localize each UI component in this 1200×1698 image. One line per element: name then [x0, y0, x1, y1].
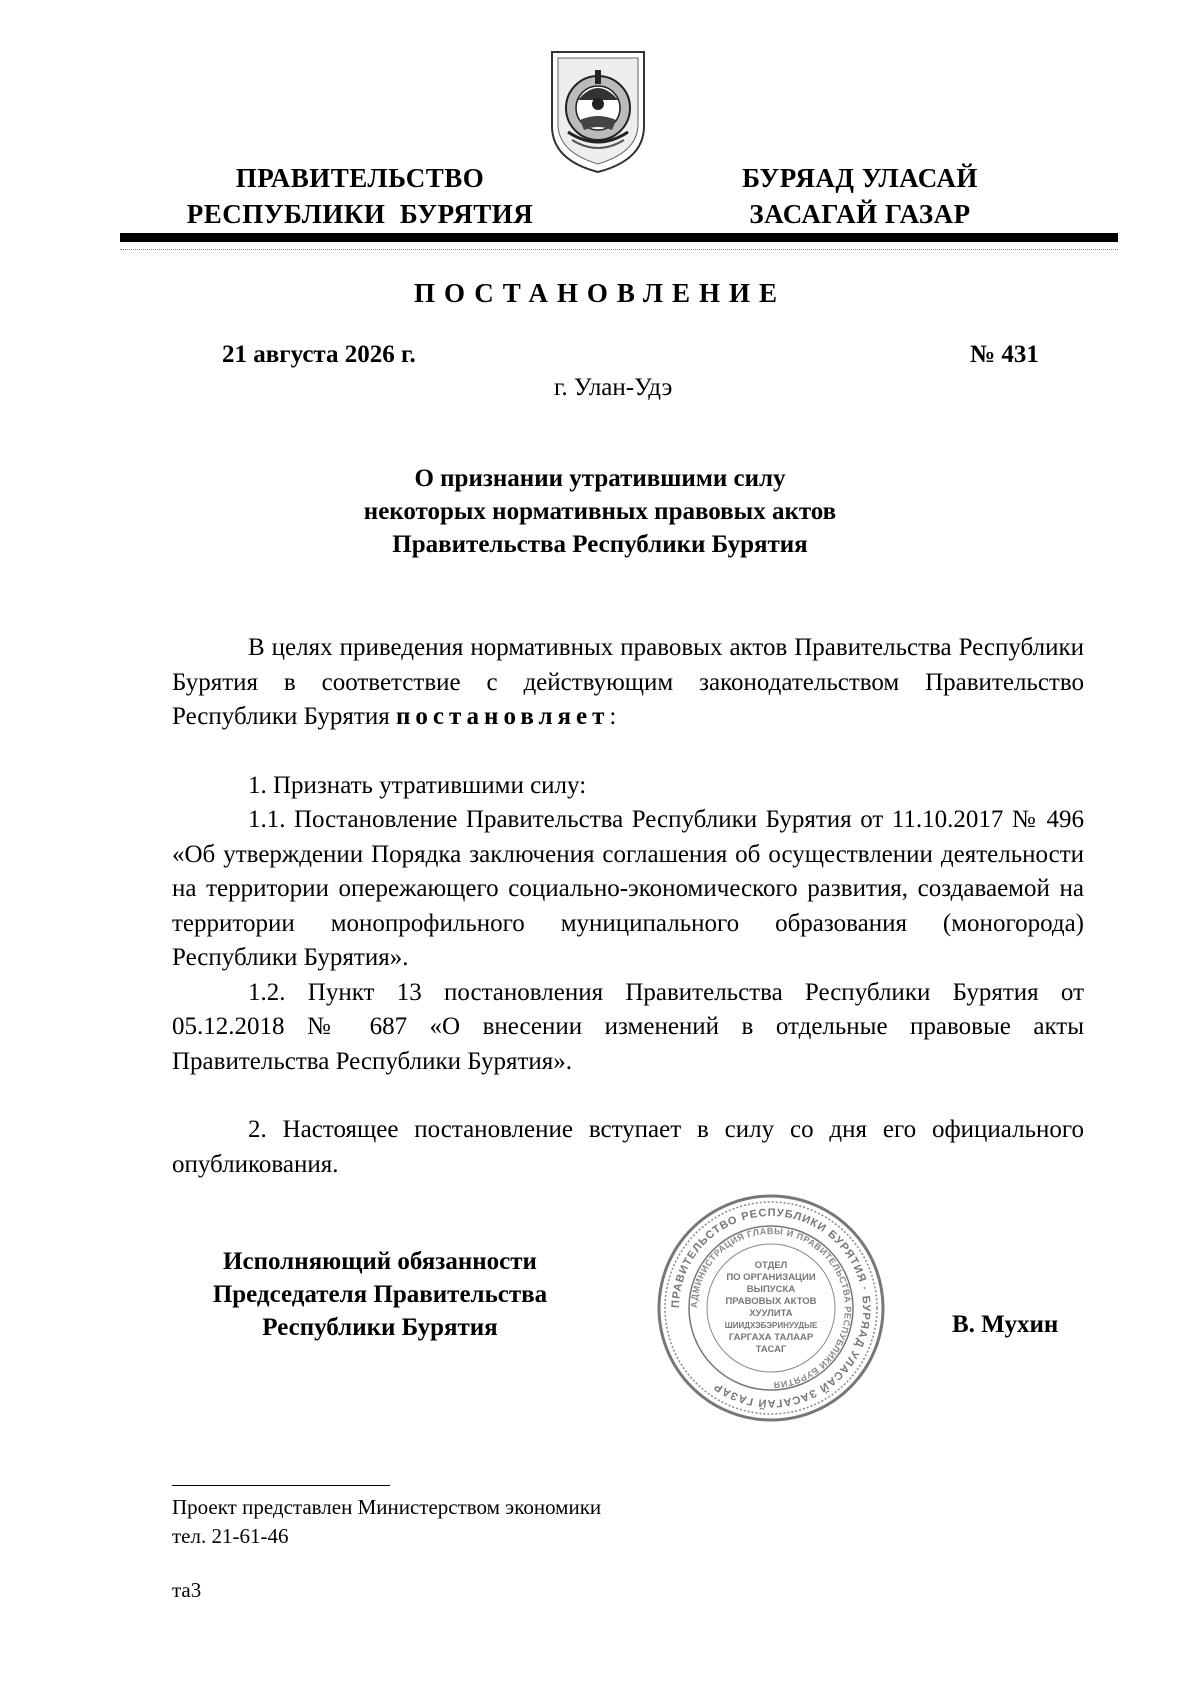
header-left-line2: РЕСПУБЛИКИ БУРЯТИЯ [186, 199, 534, 229]
intro-text: В целях приведения нормативных правовых актов Правительства Республики Бурятия в соответствие с действующим законодательством Правительство Республики Бурятия [172, 634, 1084, 730]
footer-line2: тел. 21-61-46 [172, 1524, 289, 1548]
header-thin-rule [120, 249, 1118, 250]
header-right-line2: ЗАСАГАЙ ГАЗАР [749, 199, 971, 229]
intro-emphasis: постановляет [395, 703, 610, 730]
header-thick-rule [120, 233, 1118, 242]
seal-outer-text: ПРАВИТЕЛЬСТВО РЕСПУБЛИКИ БУРЯТИЯ · БУРЯАД УЛАСАЙ ЗАСАГАЙ ГАЗАР [669, 1206, 873, 1410]
document-type: ПОСТАНОВЛЕНИЕ [413, 278, 787, 308]
title-line2: некоторых нормативных правовых актов [363, 498, 837, 525]
signature-position [180, 1245, 580, 1344]
document-number: № 431 [970, 341, 1039, 368]
seal-center-line-4: ПРАВОВЫХ АКТОВ [725, 1296, 817, 1307]
signature-line2: Председателя Правительства [212, 1281, 548, 1308]
item-2: 2. Настоящее постановление вступает в силу со дня его официального опубликования. [172, 1116, 1084, 1178]
seal-center-line-3: ВЫПУСКА [746, 1284, 796, 1295]
intro-paragraph [172, 631, 1084, 735]
document-city: г. Улан-Удэ [554, 374, 673, 401]
seal-center-line-8: ТАСАГ [755, 1344, 787, 1355]
footer-line1: Проект представлен Министерством экономики [172, 1495, 602, 1519]
coat-of-arms-emblem [548, 48, 648, 176]
footer-code: та3 [172, 1578, 202, 1602]
item-1: 1. Признать утратившими силу: [248, 771, 587, 799]
header-left-title [140, 160, 580, 232]
signature-name: В. Мухин [952, 1311, 1059, 1338]
seal-center-line-5: ХУУЛИТА [749, 1308, 793, 1319]
document-title [250, 462, 950, 561]
title-line1: О признании утратившими силу [414, 465, 786, 492]
intro-end: : [609, 703, 617, 730]
document-body [172, 631, 1084, 1182]
document-date: 21 августа 2026 г. [222, 341, 416, 368]
seal-center-line-2: ПО ОРГАНИЗАЦИИ [726, 1272, 816, 1283]
seal-center-line-7: ГАРГАХА ТАЛААР [728, 1332, 814, 1343]
title-line3: Правительства Республики Бурятия [392, 531, 808, 558]
header-right-title [700, 160, 1020, 232]
seal-center-line-1: ОТДЕЛ [754, 1260, 788, 1271]
official-seal-stamp [655, 1192, 887, 1424]
footnote-separator [172, 1485, 390, 1486]
signature-line3: Республики Бурятия [262, 1314, 498, 1341]
header-left-line1: ПРАВИТЕЛЬСТВО [235, 163, 485, 193]
signature-line1: Исполняющий обязанности [223, 1248, 537, 1275]
item-1-2: 1.2. Пункт 13 постановления Правительства Республики Бурятия от 05.12.2018 № 687 «О внесении изменений в отдельные правовые акты Правительства Республики Бурятия». [172, 978, 1084, 1075]
seal-inner-text: АДМИНИСТРАЦИЯ ГЛАВЫ И ПРАВИТЕЛЬСТВА РЕСПУБЛИКИ БУРЯТИЯ [688, 1225, 854, 1391]
footer-note [172, 1493, 601, 1551]
seal-center-line-6: ШИИДХЭБЭРИНУУДЫЕ [724, 1321, 818, 1330]
header-right-line1: БУРЯАД УЛАСАЙ [742, 163, 978, 193]
item-1-1: 1.1. Постановление Правительства Республики Бурятия от 11.10.2017 № 496 «Об утверждении Порядка заключения соглашения об осуществлении деятельности на территории опережающего социально-экономического развития, создаваемой на территории монопрофильного муниципального образования (моногорода) Республики Бурятия». [172, 806, 1084, 971]
